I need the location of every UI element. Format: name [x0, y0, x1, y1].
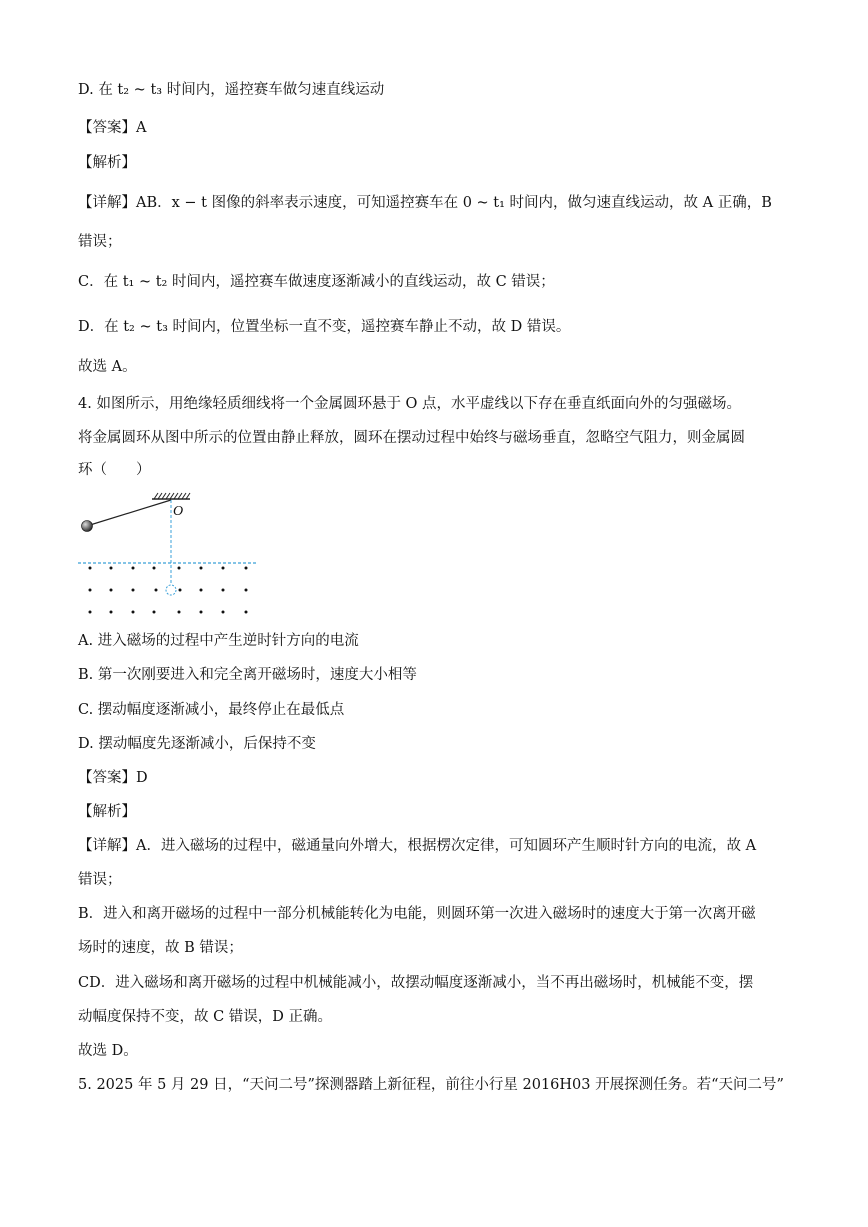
question-4-stem-1: 4. 如图所示，用绝缘轻质细线将一个金属圆环悬于 O 点，水平虚线以下存在垂直纸面向外的匀强磁场。 — [78, 396, 742, 412]
option-d-q3: D. 在 t₂ ~ t₃ 时间内，遥控赛车做匀速直线运动 — [78, 82, 385, 98]
explanation-a-q4: 【详解】A．进入磁场的过程中，磁通量向外增大，根据楞次定律，可知圆环产生顺时针方向的电流，故 A — [78, 838, 757, 854]
question-5-stem-1: 5. 2025 年 5 月 29 日，“天问二号”探测器踏上新征程，前往小行星 2016H03 开展探测任务。若“天问二号” — [78, 1077, 784, 1093]
magnetic-field-dots — [89, 567, 248, 614]
explanation-cd-q4-cont: 动幅度保持不变，故 C 错误，D 正确。 — [78, 1009, 333, 1025]
explanation-ab-q3-cont: 错误； — [78, 234, 122, 250]
explanation-b-q4-cont: 场时的速度，故 B 错误； — [78, 940, 243, 956]
analysis-heading-q3: 【解析】 — [78, 155, 136, 171]
explanation-d-q3: D．在 t₂ ~ t₃ 时间内，位置坐标一直不变，遥控赛车静止不动，故 D 错误。 — [78, 319, 571, 335]
conclusion-q4: 故选 D。 — [78, 1043, 138, 1059]
explanation-b-q4: B．进入和离开磁场的过程中一部分机械能转化为电能，则圆环第一次进入磁场时的速度大于第一次离开磁 — [78, 906, 756, 922]
option-d-q4: D. 摆动幅度先逐渐减小，后保持不变 — [78, 736, 316, 752]
option-c-q4: C. 摆动幅度逐渐减小，最终停止在最低点 — [78, 702, 345, 718]
conclusion-q3: 故选 A。 — [78, 359, 137, 375]
pendulum-magnetic-field-diagram — [76, 488, 262, 624]
ring-lowest-position — [166, 585, 176, 595]
explanation-a-q4-cont: 错误； — [78, 872, 122, 888]
option-a-q4: A. 进入磁场的过程中产生逆时针方向的电流 — [78, 633, 359, 649]
answer-q4: 【答案】D — [78, 770, 148, 786]
answer-q3: 【答案】A — [78, 120, 147, 136]
analysis-heading-q4: 【解析】 — [78, 804, 136, 820]
metal-ring-ball — [82, 521, 93, 532]
explanation-c-q3: C．在 t₁ ~ t₂ 时间内，遥控赛车做速度逐渐减小的直线运动，故 C 错误； — [78, 274, 555, 290]
explanation-ab-q3: 【详解】AB．x − t 图像的斜率表示速度，可知遥控赛车在 0 ~ t₁ 时间内，做匀速直线运动，故 A 正确，B — [78, 195, 772, 211]
explanation-cd-q4: CD．进入磁场和离开磁场的过程中机械能减小，故摆动幅度逐渐减小，当不再出磁场时，机械能不变，摆 — [78, 975, 754, 991]
option-b-q4: B. 第一次刚要进入和完全离开磁场时，速度大小相等 — [78, 667, 417, 683]
question-4-stem-2: 将金属圆环从图中所示的位置由静止释放，圆环在摆动过程中始终与磁场垂直，忽略空气阻力，则金属圆 — [78, 430, 745, 446]
question-4-stem-3: 环（ ） — [78, 462, 151, 478]
pivot-o-label: O — [173, 504, 184, 519]
